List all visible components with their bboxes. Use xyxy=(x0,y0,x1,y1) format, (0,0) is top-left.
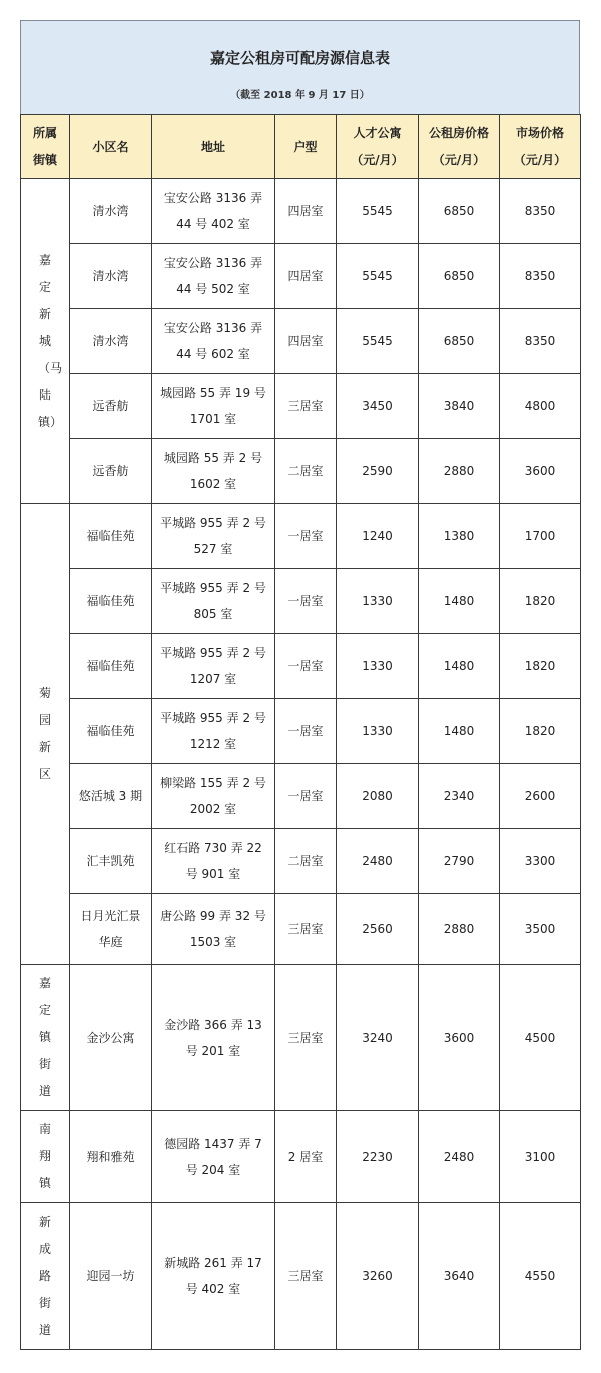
address-cell: 宝安公路 3136 弄 44 号 602 室 xyxy=(152,309,275,374)
market-price-cell: 3500 xyxy=(500,894,581,965)
market-price-cell: 1820 xyxy=(500,634,581,699)
layout-cell: 一居室 xyxy=(275,699,337,764)
address-cell: 平城路 955 弄 2 号 527 室 xyxy=(152,504,275,569)
header-address: 地址 xyxy=(152,115,275,179)
community-cell: 福临佳苑 xyxy=(70,504,152,569)
table-row xyxy=(21,764,581,829)
public-price-cell: 3840 xyxy=(419,374,500,439)
market-price-cell: 3300 xyxy=(500,829,581,894)
talent-price-cell: 5545 xyxy=(337,244,419,309)
community-cell: 金沙公寓 xyxy=(70,965,152,1111)
layout-cell: 一居室 xyxy=(275,569,337,634)
address-cell: 德园路 1437 弄 7 号 204 室 xyxy=(152,1111,275,1203)
public-price-cell: 6850 xyxy=(419,309,500,374)
table-row xyxy=(21,829,581,894)
layout-cell: 四居室 xyxy=(275,309,337,374)
market-price-cell: 4500 xyxy=(500,965,581,1111)
community-cell: 翔和雅苑 xyxy=(70,1111,152,1203)
layout-cell: 四居室 xyxy=(275,244,337,309)
talent-price-cell: 3260 xyxy=(337,1203,419,1350)
table-row xyxy=(21,374,581,439)
community-cell: 福临佳苑 xyxy=(70,569,152,634)
header-public-price: 公租房价格（元/月） xyxy=(419,115,500,179)
market-price-cell: 8350 xyxy=(500,244,581,309)
address-cell: 平城路 955 弄 2 号 1212 室 xyxy=(152,699,275,764)
header-talent-price: 人才公寓（元/月） xyxy=(337,115,419,179)
address-cell: 唐公路 99 弄 32 号 1503 室 xyxy=(152,894,275,965)
header-community: 小区名 xyxy=(70,115,152,179)
market-price-cell: 8350 xyxy=(500,309,581,374)
market-price-cell: 1700 xyxy=(500,504,581,569)
layout-cell: 一居室 xyxy=(275,764,337,829)
street-cell xyxy=(21,965,70,1111)
table-row xyxy=(21,244,581,309)
table-row xyxy=(21,439,581,504)
table-row xyxy=(21,634,581,699)
public-price-cell: 6850 xyxy=(419,244,500,309)
talent-price-cell: 3450 xyxy=(337,374,419,439)
table-row xyxy=(21,504,581,569)
community-cell: 远香舫 xyxy=(70,439,152,504)
community-cell: 日月光汇景华庭 xyxy=(70,894,152,965)
street-label: 新成路街道 xyxy=(38,1214,51,1337)
public-price-cell: 1480 xyxy=(419,699,500,764)
public-price-cell: 2790 xyxy=(419,829,500,894)
public-price-cell: 6850 xyxy=(419,179,500,244)
layout-cell: 一居室 xyxy=(275,634,337,699)
street-label: 嘉定新城（马陆镇） xyxy=(38,252,63,429)
public-price-cell: 3600 xyxy=(419,965,500,1111)
public-price-cell: 2880 xyxy=(419,894,500,965)
table-row xyxy=(21,309,581,374)
talent-price-cell: 3240 xyxy=(337,965,419,1111)
market-price-cell: 3100 xyxy=(500,1111,581,1203)
layout-cell: 四居室 xyxy=(275,179,337,244)
address-cell: 宝安公路 3136 弄 44 号 502 室 xyxy=(152,244,275,309)
housing-info-sheet xyxy=(20,20,580,1350)
table-row xyxy=(21,1203,581,1350)
address-cell: 新城路 261 弄 17 号 402 室 xyxy=(152,1203,275,1350)
market-price-cell: 2600 xyxy=(500,764,581,829)
talent-price-cell: 1330 xyxy=(337,699,419,764)
market-price-cell: 3600 xyxy=(500,439,581,504)
talent-price-cell: 1330 xyxy=(337,634,419,699)
housing-table xyxy=(20,114,581,1350)
layout-cell: 三居室 xyxy=(275,1203,337,1350)
public-price-cell: 1480 xyxy=(419,634,500,699)
address-cell: 红石路 730 弄 22 号 901 室 xyxy=(152,829,275,894)
table-row xyxy=(21,179,581,244)
market-price-cell: 1820 xyxy=(500,569,581,634)
community-cell: 福临佳苑 xyxy=(70,634,152,699)
table-row xyxy=(21,699,581,764)
market-price-cell: 4800 xyxy=(500,374,581,439)
talent-price-cell: 5545 xyxy=(337,179,419,244)
table-row xyxy=(21,569,581,634)
talent-price-cell: 2590 xyxy=(337,439,419,504)
address-cell: 城园路 55 弄 19 号 1701 室 xyxy=(152,374,275,439)
talent-price-cell: 2230 xyxy=(337,1111,419,1203)
street-cell xyxy=(21,504,70,965)
community-cell: 悠活城 3 期 xyxy=(70,764,152,829)
address-cell: 柳梁路 155 弄 2 号 2002 室 xyxy=(152,764,275,829)
address-cell: 金沙路 366 弄 13 号 201 室 xyxy=(152,965,275,1111)
layout-cell: 一居室 xyxy=(275,504,337,569)
address-cell: 平城路 955 弄 2 号 1207 室 xyxy=(152,634,275,699)
header-market-price: 市场价格（元/月） xyxy=(500,115,581,179)
table-row xyxy=(21,1111,581,1203)
public-price-cell: 3640 xyxy=(419,1203,500,1350)
community-cell: 清水湾 xyxy=(70,179,152,244)
public-price-cell: 1380 xyxy=(419,504,500,569)
address-cell: 平城路 955 弄 2 号 805 室 xyxy=(152,569,275,634)
layout-cell: 三居室 xyxy=(275,894,337,965)
table-body xyxy=(21,179,581,1350)
public-price-cell: 2880 xyxy=(419,439,500,504)
street-cell xyxy=(21,1111,70,1203)
table-row xyxy=(21,894,581,965)
address-cell: 城园路 55 弄 2 号 1602 室 xyxy=(152,439,275,504)
market-price-cell: 8350 xyxy=(500,179,581,244)
title-block xyxy=(20,20,580,114)
address-cell: 宝安公路 3136 弄 44 号 402 室 xyxy=(152,179,275,244)
layout-cell: 三居室 xyxy=(275,965,337,1111)
street-label: 嘉定镇街道 xyxy=(38,976,51,1098)
layout-cell: 二居室 xyxy=(275,829,337,894)
public-price-cell: 2480 xyxy=(419,1111,500,1203)
talent-price-cell: 1330 xyxy=(337,569,419,634)
community-cell: 清水湾 xyxy=(70,309,152,374)
community-cell: 远香舫 xyxy=(70,374,152,439)
header-street: 所属街镇 xyxy=(21,115,70,179)
street-label: 菊园新区 xyxy=(38,686,51,781)
market-price-cell: 4550 xyxy=(500,1203,581,1350)
market-price-cell: 1820 xyxy=(500,699,581,764)
page-title: 嘉定公租房可配房源信息表 xyxy=(209,49,390,67)
community-cell: 福临佳苑 xyxy=(70,699,152,764)
community-cell: 迎园一坊 xyxy=(70,1203,152,1350)
layout-cell: 三居室 xyxy=(275,374,337,439)
layout-cell: 二居室 xyxy=(275,439,337,504)
talent-price-cell: 2080 xyxy=(337,764,419,829)
community-cell: 汇丰凯苑 xyxy=(70,829,152,894)
talent-price-cell: 2480 xyxy=(337,829,419,894)
community-cell: 清水湾 xyxy=(70,244,152,309)
talent-price-cell: 5545 xyxy=(337,309,419,374)
street-cell xyxy=(21,1203,70,1350)
table-row xyxy=(21,965,581,1111)
street-cell xyxy=(21,179,70,504)
header-row xyxy=(21,115,581,179)
header-layout: 户型 xyxy=(275,115,337,179)
talent-price-cell: 1240 xyxy=(337,504,419,569)
date-subtitle: （截至 2018 年 9 月 17 日） xyxy=(230,90,370,101)
public-price-cell: 1480 xyxy=(419,569,500,634)
layout-cell: 2 居室 xyxy=(275,1111,337,1203)
public-price-cell: 2340 xyxy=(419,764,500,829)
talent-price-cell: 2560 xyxy=(337,894,419,965)
street-label: 南翔镇 xyxy=(38,1122,51,1190)
